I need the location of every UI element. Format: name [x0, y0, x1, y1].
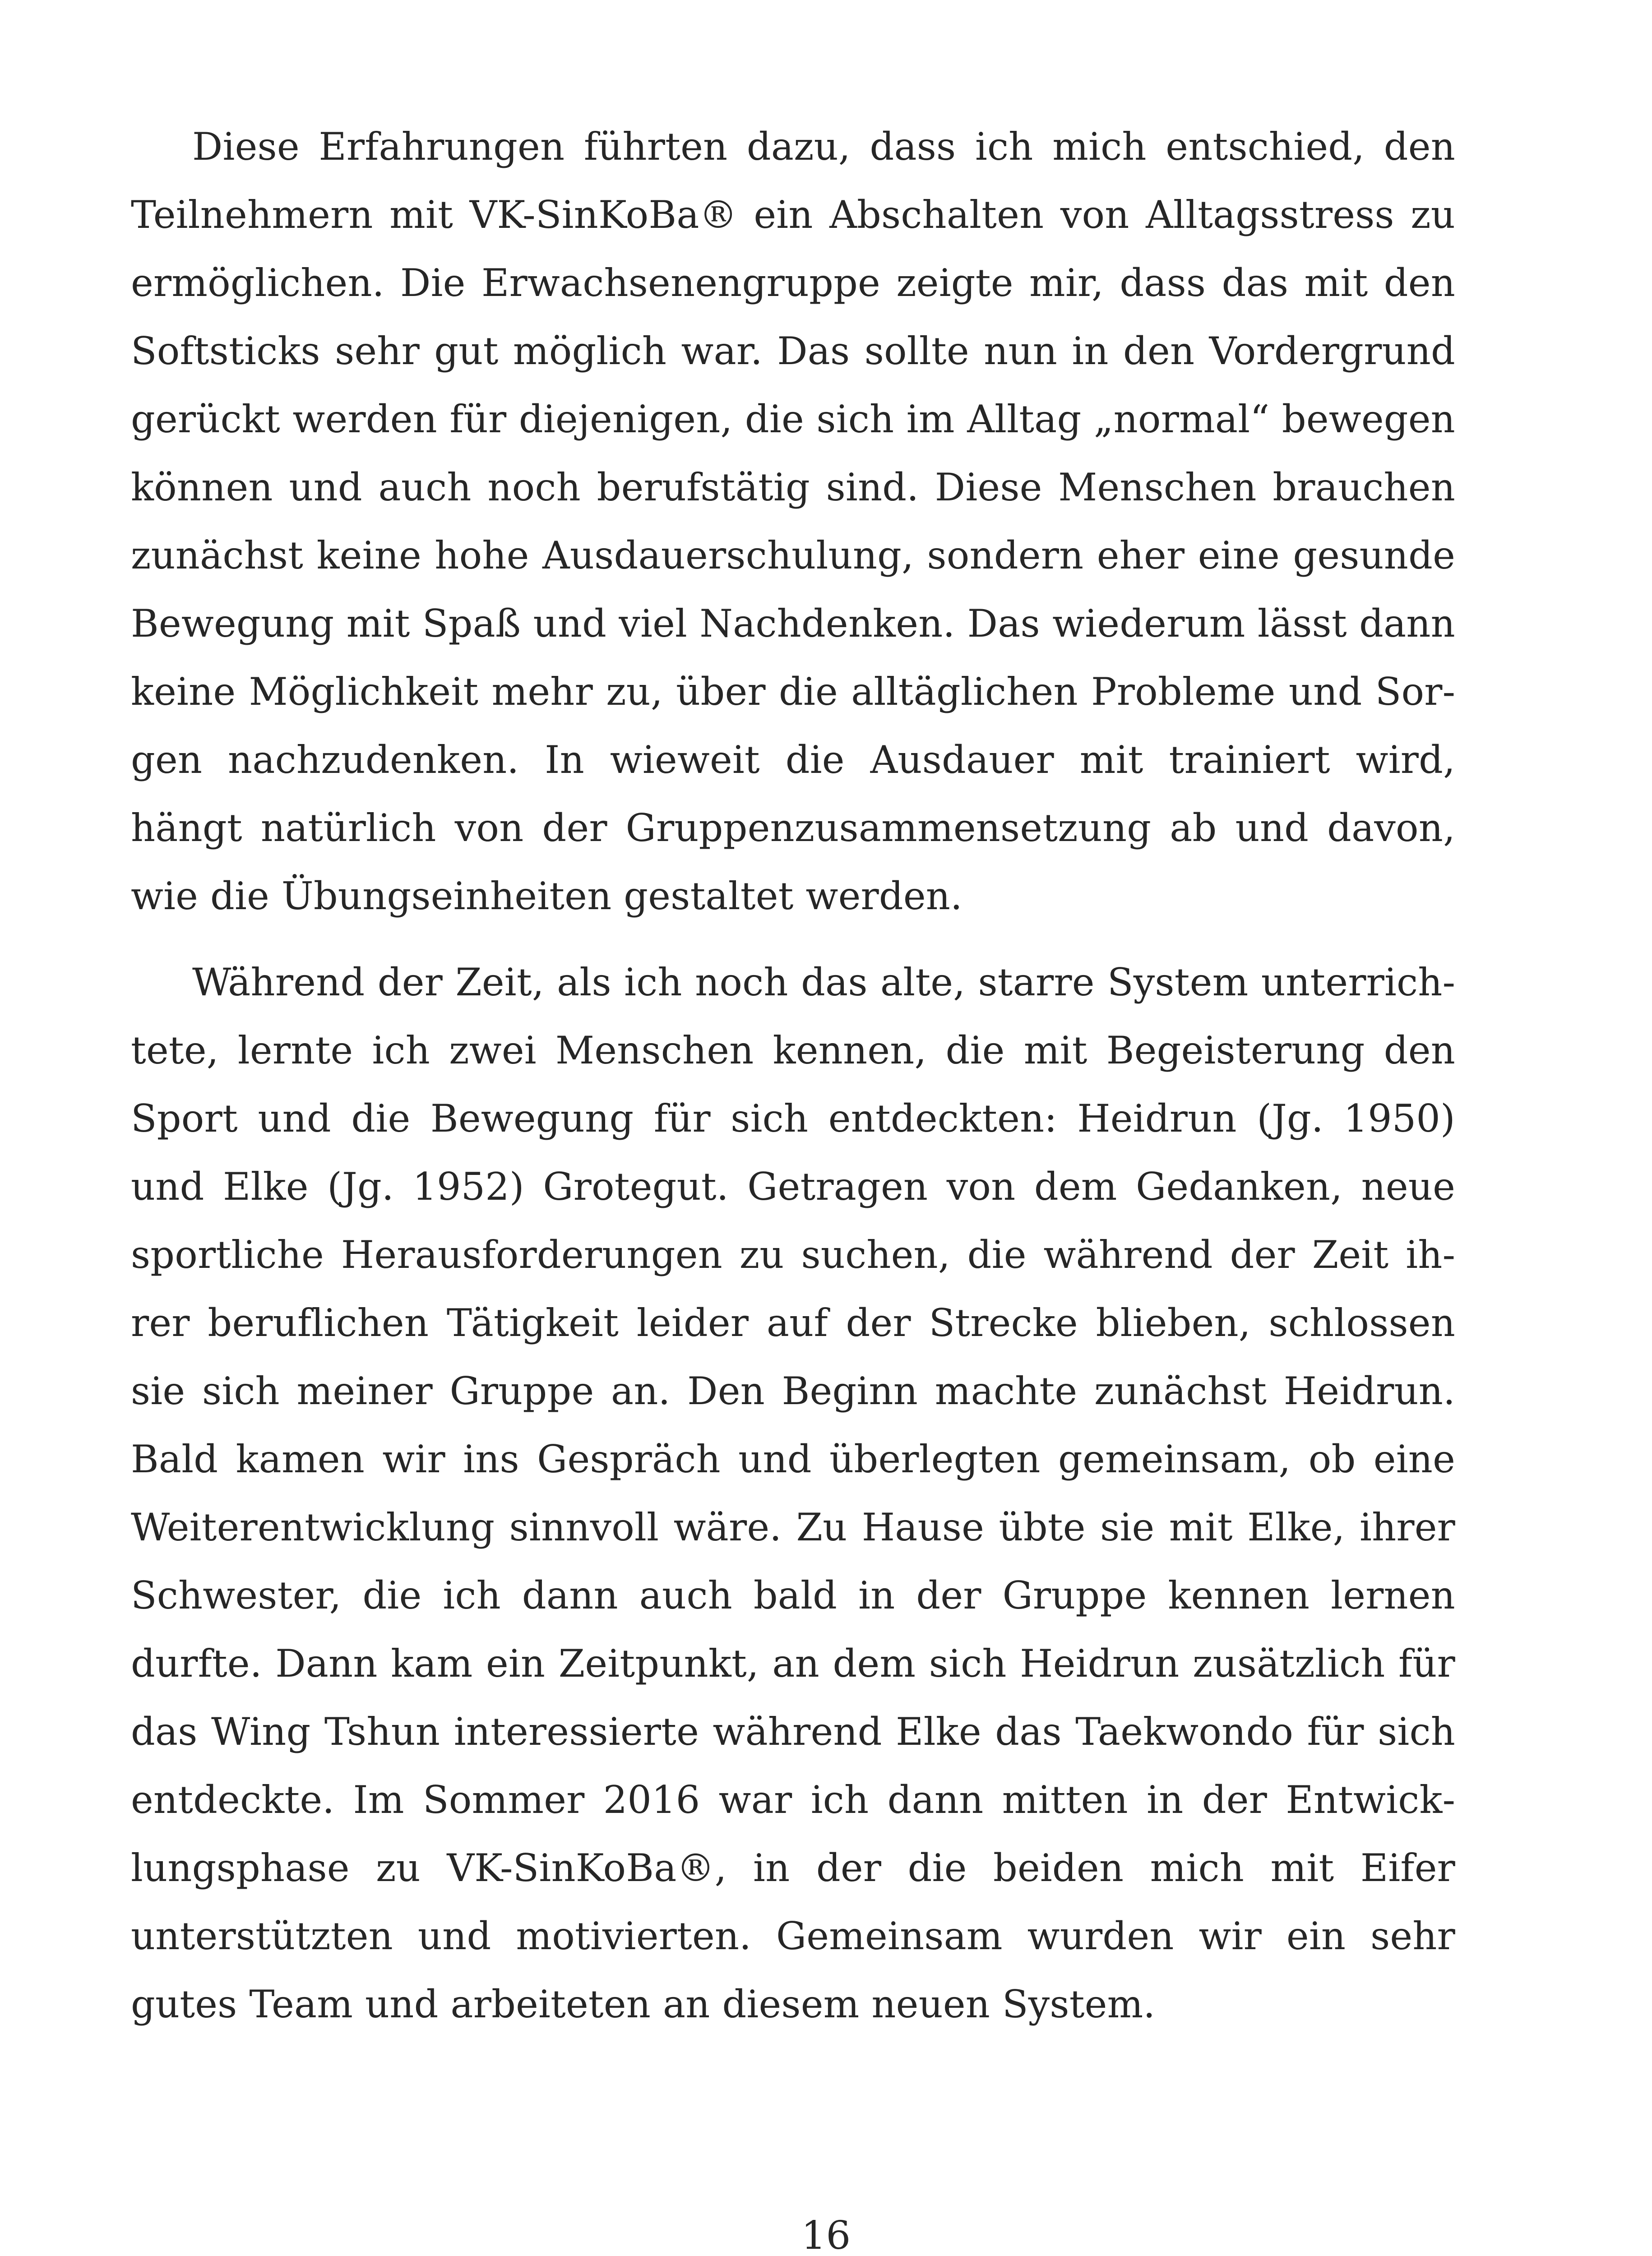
body-text: [131, 113, 1455, 2039]
paragraph-1: Diese Erfahrungen führten dazu, dass ich mich entschied, den Teilnehmern mit VK-SinKoBa® ein Abschalten von Alltagsstress zu ermöglichen. Die Erwachsenengruppe zeigte mir, dass das mit den Softsticks sehr gut möglich war. Das sollte nun in den Vordergrund gerückt werden für diejenigen, die sich im Alltag „normal“ bewegen können und auch noch berufstätig sind. Diese Menschen brauchen zunächst keine hohe Ausdauerschulung, sondern eher eine gesunde Bewegung mit Spaß und viel Nachdenken. Das wiederum lässt dann keine Möglichkeit mehr zu, über die alltäglichen Probleme und Sorgen nachzudenken. In wieweit die Ausdauer mit trainiert wird, hängt natürlich von der Gruppenzusammensetzung ab und davon, wie die Übungseinheiten gestaltet werden.: [131, 125, 1455, 918]
paragraph-2: Während der Zeit, als ich noch das alte, starre System unterrichtete, lernte ich zwei Menschen kennen, die mit Begeisterung den Sport und die Bewegung für sich entdeckten: Heidrun (Jg. 1950) und Elke (Jg. 1952) Grotegut. Getragen von dem Gedanken, neue sportliche Herausforderungen zu suchen, die während der Zeit ihrer beruflichen Tätigkeit leider auf der Strecke blieben, schlossen sie sich meiner Gruppe an. Den Beginn machte zunächst Heidrun. Bald kamen wir ins Gespräch und überlegten gemeinsam, ob eine Weiterentwicklung sinnvoll wäre. Zu Hause übte sie mit Elke, ihrer Schwester, die ich dann auch bald in der Gruppe kennen lernen durfte. Dann kam ein Zeitpunkt, an dem sich Heidrun zusätzlich für das Wing Tshun interessierte während Elke das Taekwondo für sich entdeckte. Im Sommer 2016 war ich dann mitten in der Entwicklungsphase zu VK-SinKoBa®, in der die beiden mich mit Eifer unterstützten und motivierten. Gemeinsam wurden wir ein sehr gutes Team und arbeiteten an diesem neuen System.: [131, 960, 1455, 2026]
page-number: 16: [801, 2213, 851, 2256]
